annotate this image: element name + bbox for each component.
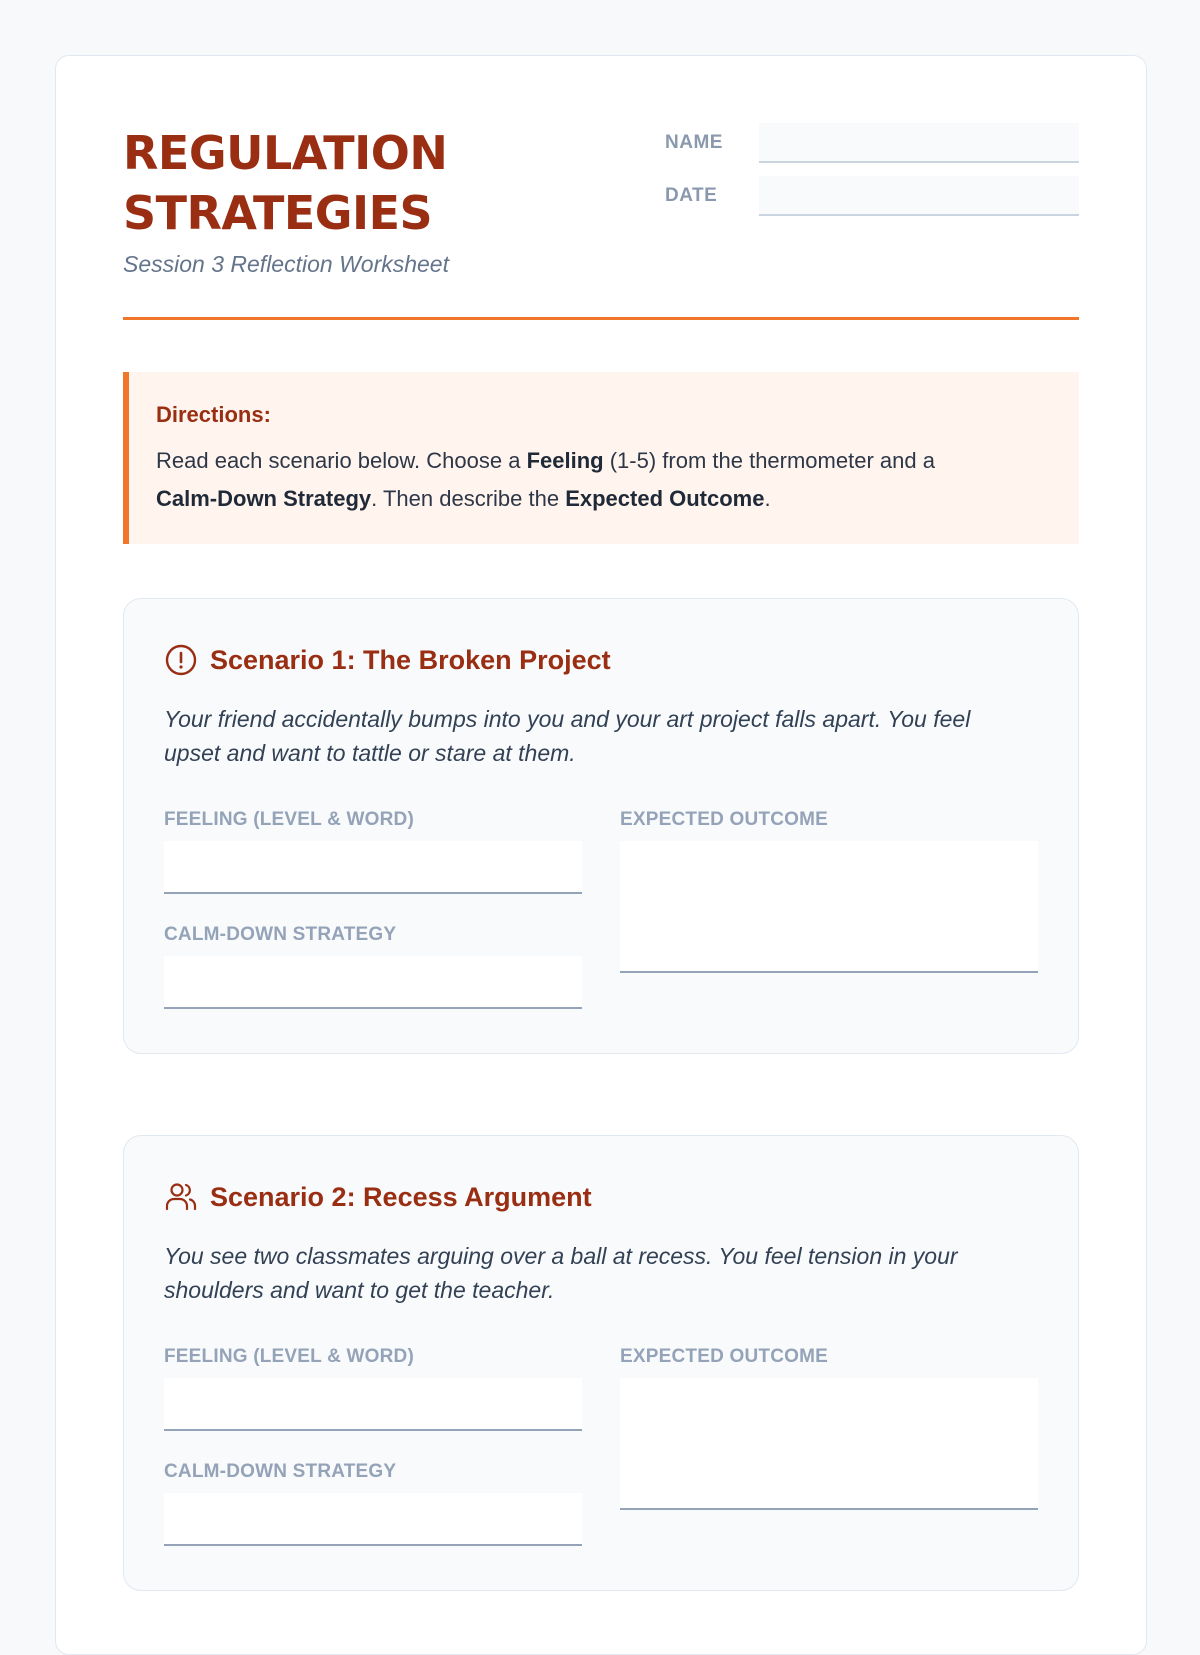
name-label: NAME <box>665 132 723 153</box>
scenario-1-fields <box>164 808 1038 1009</box>
page-title: REGULATION STRATEGIES <box>123 126 448 240</box>
directions-outcome-bold: Expected Outcome <box>565 486 765 511</box>
directions-title: Directions: <box>156 402 271 427</box>
name-date-fields <box>665 123 1079 229</box>
feeling-input[interactable] <box>164 1378 582 1431</box>
worksheet-header <box>123 123 1079 320</box>
outcome-textarea[interactable] <box>620 1378 1038 1510</box>
scenario-card-1 <box>123 598 1079 1054</box>
users-icon <box>164 1180 198 1214</box>
page-subtitle: Session 3 Reflection Worksheet <box>123 251 449 277</box>
date-row <box>665 176 1079 216</box>
directions-text-1: Read each scenario below. Choose a <box>156 448 527 473</box>
date-label: DATE <box>665 185 718 206</box>
feeling-input[interactable] <box>164 841 582 894</box>
feeling-label: FEELING (LEVEL & WORD) <box>164 1346 414 1367</box>
alert-circle-icon <box>164 643 198 677</box>
date-field[interactable] <box>759 176 1079 216</box>
scenario-2-left-col <box>164 1345 582 1546</box>
scenario-2-right-col <box>620 1345 1038 1546</box>
scenario-1-header <box>164 642 1038 678</box>
outcome-textarea[interactable] <box>620 841 1038 973</box>
title-block <box>123 123 643 278</box>
directions-strategy-bold: Calm-Down Strategy <box>156 486 372 511</box>
directions-feeling-bold: Feeling <box>526 448 604 473</box>
directions-text <box>156 442 1049 518</box>
strategy-label: CALM-DOWN STRATEGY <box>164 924 397 945</box>
name-row <box>665 123 1079 163</box>
strategy-input[interactable] <box>164 956 582 1009</box>
scenario-1-text: Your friend accidentally bumps into you and your art project falls apart. You feel upset and want to tattle or stare at them. <box>164 706 971 766</box>
worksheet-page <box>55 55 1147 1655</box>
scenario-card-2 <box>123 1135 1079 1591</box>
directions-text-3: . Then describe the <box>371 486 566 511</box>
directions-text-4: . <box>764 486 771 511</box>
outcome-label: EXPECTED OUTCOME <box>620 809 828 830</box>
scenario-2-title: Scenario 2: Recess Argument <box>210 1181 592 1212</box>
strategy-label: CALM-DOWN STRATEGY <box>164 1461 397 1482</box>
name-field[interactable] <box>759 123 1079 163</box>
scenario-1-right-col <box>620 808 1038 1009</box>
scenario-1-title: Scenario 1: The Broken Project <box>210 644 611 675</box>
directions-text-2: (1-5) from the thermometer and a <box>603 448 935 473</box>
scenario-2-text: You see two classmates arguing over a ball at recess. You feel tension in your shoulders and want to get the teacher. <box>164 1243 958 1303</box>
scenario-1-left-col <box>164 808 582 1009</box>
scenario-2-header <box>164 1179 1038 1215</box>
scenario-2-fields <box>164 1345 1038 1546</box>
outcome-label: EXPECTED OUTCOME <box>620 1346 828 1367</box>
strategy-input[interactable] <box>164 1493 582 1546</box>
feeling-label: FEELING (LEVEL & WORD) <box>164 809 414 830</box>
directions-box <box>123 372 1079 544</box>
